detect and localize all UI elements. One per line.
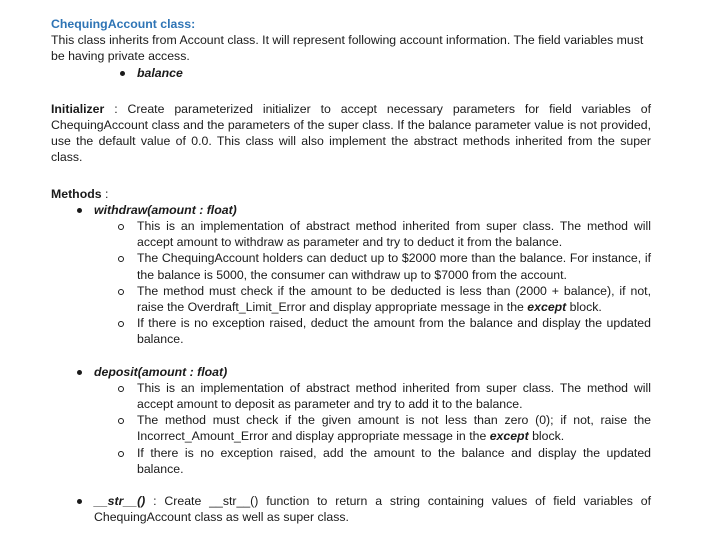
withdraw-point <box>51 283 651 315</box>
field-list <box>51 65 651 81</box>
withdraw-check-after: block. <box>566 300 602 315</box>
initializer-label: Initializer <box>51 101 105 116</box>
withdraw-signature: withdraw(amount : float) <box>94 202 237 217</box>
withdraw-point <box>51 218 651 250</box>
circle-bullet-icon <box>118 321 124 327</box>
bullet-icon <box>77 499 82 504</box>
deposit-check-before: The method must check if the given amount is not less than zero (0); if not, raise the Incorrect_Amount_Error and display appropriate message in the <box>137 413 651 444</box>
class-heading: ChequingAccount class: <box>51 17 196 31</box>
deposit-check-after: block. <box>528 429 565 444</box>
circle-bullet-icon <box>118 386 124 392</box>
methods-heading <box>51 186 651 202</box>
method-deposit <box>51 364 651 380</box>
initializer-separator: : <box>104 101 128 116</box>
deposit-point <box>51 412 651 444</box>
str-text: Create __str__() function to return a string containing values of field variables of ChequingAccount class as well as super class. <box>94 494 651 525</box>
bullet-icon <box>77 370 82 375</box>
withdraw-check-before: The method must check if the amount to be deducted is less than (2000 + balance), if not, raise the Overdraft_Limit_Error and display appropriate message in the <box>137 283 651 315</box>
deposit-signature: deposit(amount : float) <box>94 364 228 379</box>
withdraw-point-text: The ChequingAccount holders can deduct up to $2000 more than the balance. For instance, if the balance is 5000, the consumer can withdraw up to $7000 from the account. <box>137 251 651 282</box>
deposit-point <box>51 380 651 412</box>
withdraw-check-keyword: except <box>527 300 567 315</box>
field-item <box>51 65 651 81</box>
deposit-point-text: If there is no exception raised, add the amount to the balance and display the updated balance. <box>137 445 651 476</box>
method-list <box>51 202 651 526</box>
methods-label: Methods <box>51 186 102 201</box>
withdraw-point <box>51 315 651 347</box>
bullet-icon <box>77 208 82 213</box>
withdraw-point <box>51 250 651 282</box>
initializer-text: Create parameterized initializer to accept necessary parameters for field variables of ChequingAccount class and the parameters of the super class. If the balance parameter value is not provided, use the default value of 0.0. This class will also implement the abstract methods inherited from the super class. <box>51 101 651 165</box>
document-body <box>51 16 651 525</box>
deposit-check-keyword: except <box>489 429 529 444</box>
circle-bullet-icon <box>118 418 124 424</box>
circle-bullet-icon <box>118 256 124 262</box>
circle-bullet-icon <box>118 451 124 457</box>
initializer-paragraph <box>51 101 651 166</box>
str-signature: __str__() <box>94 494 146 509</box>
bullet-icon <box>120 71 125 76</box>
circle-bullet-icon <box>118 224 124 230</box>
str-separator: : <box>145 494 165 509</box>
method-withdraw <box>51 202 651 218</box>
methods-separator: : <box>101 186 109 201</box>
method-str <box>51 493 651 525</box>
field-name: balance <box>137 65 183 80</box>
deposit-point <box>51 445 651 477</box>
withdraw-point-text: This is an implementation of abstract method inherited from super class. The method will accept amount to withdraw as parameter and try to deduct it from the balance. <box>137 219 651 250</box>
withdraw-point-text: If there is no exception raised, deduct the amount from the balance and display the updated balance. <box>137 316 651 347</box>
deposit-point-text: This is an implementation of abstract method inherited from super class. The method will accept amount to deposit as parameter and try to add it to the balance. <box>137 380 651 412</box>
class-description: This class inherits from Account class. It will represent following account information. The field variables must be having private access. <box>51 33 644 64</box>
circle-bullet-icon <box>118 289 124 295</box>
